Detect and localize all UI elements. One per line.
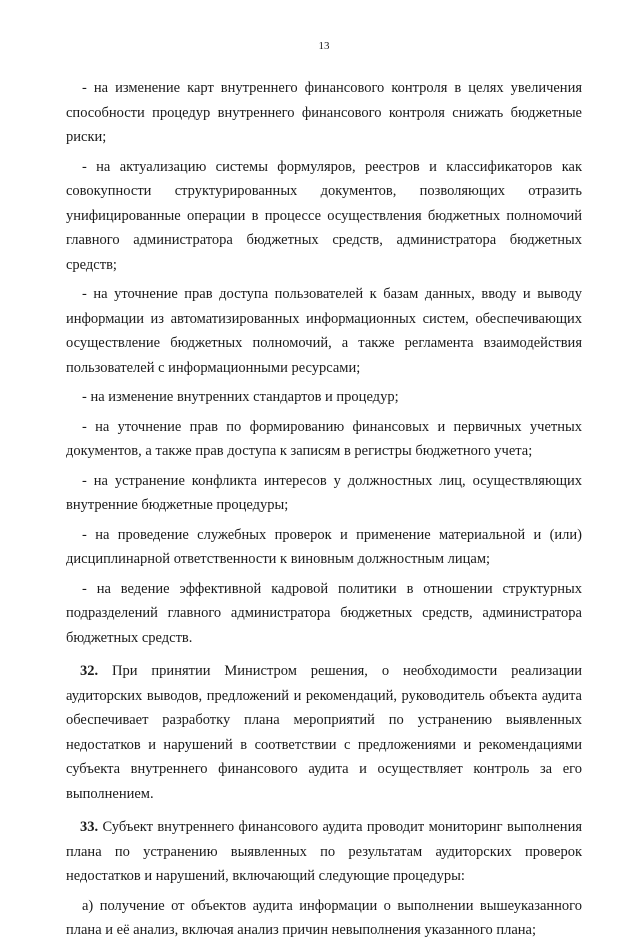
- paragraph-text: При принятии Министром решения, о необходимости реализации аудиторских выводов, предложений и рекомендаций, руководитель объекта аудита обеспечивает разработку плана мероприятий по устранению выявленных недостатков и нарушений в соответствии с предложениями и рекомендациями субъекта внутреннего финансового аудита и осуществляет контроль за его выполнением.: [66, 663, 582, 802]
- paragraph-text: Субъект внутреннего финансового аудита проводит мониторинг выполнения плана по устранению выявленных по результатам аудиторских проверок недостатков и нарушений, включающий следующие процедуры:: [66, 819, 582, 884]
- paragraph-text: а) получение от объектов аудита информации о выполнении вышеуказанного плана и её анализ, включая анализ причин невыполнения указанного плана;: [66, 897, 582, 938]
- paragraph-text: - на проведение служебных проверок и применение материальной и (или) дисциплинарной ответственности к виновным должностным лицам;: [66, 526, 582, 567]
- clause-32: [66, 659, 582, 806]
- clause-number: 33.: [80, 819, 99, 835]
- paragraph-4: [66, 385, 582, 410]
- paragraph-text: - на ведение эффективной кадровой политики в отношении структурных подразделений главного администратора бюджетных средств, администратора бюджетных средств.: [66, 580, 582, 646]
- clause-number: 32.: [80, 663, 99, 679]
- paragraph-2: [66, 155, 582, 278]
- paragraph-3: [66, 282, 582, 380]
- paragraph-text: - на изменение внутренних стандартов и процедур;: [82, 389, 399, 405]
- page-number: 13: [318, 40, 330, 52]
- paragraph-8: [66, 577, 582, 651]
- paragraph-text: - на актуализацию системы формуляров, реестров и классификаторов как совокупности структурированных документов, позволяющих отразить унифицированные операции в процессе осуществления бюджетных полномочий главного администратора бюджетных средств, администратора бюджетных средств;: [66, 158, 582, 273]
- paragraph-1: [66, 76, 582, 150]
- paragraph-text: - на изменение карт внутреннего финансового контроля в целях увеличения способности процедур внутреннего финансового контроля снижать бюджетные риски;: [66, 80, 582, 145]
- paragraph-7: [66, 523, 582, 572]
- paragraph-5: [66, 415, 582, 464]
- paragraph-6: [66, 469, 582, 518]
- paragraph-11: [66, 894, 582, 943]
- paragraph-text: - на уточнение прав доступа пользователей к базам данных, вводу и выводу информации из автоматизированных информационных систем, обеспечивающих осуществление бюджетных полномочий, а также регламента взаимодействия пользователей с информационными ресурсами;: [66, 286, 582, 376]
- paragraph-text: - на устранение конфликта интересов у должностных лиц, осуществляющих внутренние бюджетные процедуры;: [66, 472, 582, 513]
- paragraph-text: - на уточнение прав по формированию финансовых и первичных учетных документов, а также прав доступа к записям в регистры бюджетного учета;: [66, 418, 582, 459]
- clause-33: [66, 815, 582, 889]
